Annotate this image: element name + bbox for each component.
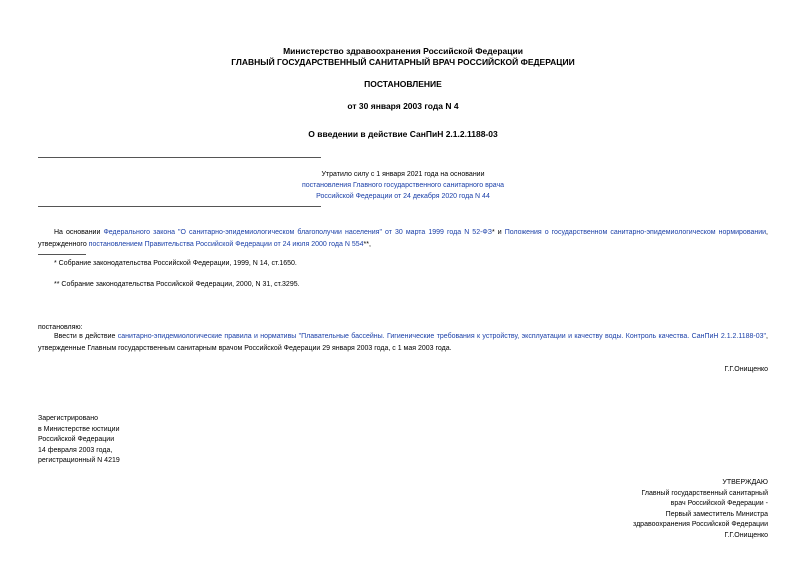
approval-line-5: здравоохранения Российской Федерации [633,521,768,528]
registration-line-1: Зарегистрировано [38,415,98,422]
document-title: О введении в действие СанПиН 2.1.2.1188-03 [308,129,498,139]
resolution-word: постановляю: [38,324,83,331]
footnote-separator [38,254,86,255]
paragraph-basis: На основании Федерального закона "О санитарно-эпидемиологическом благополучии населения" от 30 марта 1999 года N 52-ФЗ* и Положения о государственном санитарно-эпидемиологическом нормировании, утвержденного постановлением Правительства Российской Федерации от 24 июля 2000 года N 554**, [38,229,768,248]
repeal-notice-line: Утратило силу с 1 января 2021 года на основании [321,171,485,178]
federal-law-link[interactable]: Федерального закона "О санитарно-эпидемиологическом благополучии населения" от 30 марта 1999 года N 52-ФЗ [103,229,492,236]
approval-line-2: Главный государственный санитарный [641,490,768,497]
footnote-1: * Собрание законодательства Российской Федерации, 1999, N 14, ст.1650. [54,260,297,267]
registration-line-3: Российской Федерации [38,436,115,443]
ministry-name: Министерство здравоохранения Российской Федерации [283,46,523,56]
registration-line-2: в Министерстве юстиции [38,426,120,433]
divider-top [38,157,321,158]
approval-line-3: врач Российской Федерации - [670,500,768,507]
paragraph-enact: Ввести в действие санитарно-эпидемиологические правила и нормативы "Плавательные бассейны. Гигиенические требования к устройству, эксплуатации и качеству воды. Контроль качества. СанПиН 2.1.2.1188-03", утвержденные Главным государственным санитарным врачом Российской Федерации 29 января 2003 года, с 1 мая 2003 года. [38,333,768,352]
repeal-notice-link-1[interactable] [38,180,768,192]
sanpin-link[interactable]: санитарно-эпидемиологические правила и нормативы "Плавательные бассейны. Гигиенические требования к устройству, эксплуатации и качеству воды. Контроль качества. СанПиН 2.1.2.1188-03" [117,333,767,340]
approval-line-1: УТВЕРЖДАЮ [722,479,768,486]
chief-doctor-heading: ГЛАВНЫЙ ГОСУДАРСТВЕННЫЙ САНИТАРНЫЙ ВРАЧ РОССИЙСКОЙ ФЕДЕРАЦИИ [231,57,575,67]
regulation-link[interactable]: Положения о государственном санитарно-эпидемиологическом нормировании [504,229,767,236]
footnote-2: ** Собрание законодательства Российской Федерации, 2000, N 31, ст.3295. [54,281,300,288]
approval-signature: Г.Г.Онищенко [724,532,768,539]
signature: Г.Г.Онищенко [724,366,768,373]
divider-bottom [38,206,321,207]
registration-line-4: 14 февраля 2003 года, [38,447,113,454]
government-decree-link[interactable]: постановлением Правительства Российской Федерации от 24 июля 2000 года N 554 [88,240,364,248]
document-type: ПОСТАНОВЛЕНИЕ [364,79,442,89]
repeal-link-2[interactable]: Российской Федерации от 24 декабря 2020 года N 44 [316,193,490,200]
registration-line-5: регистрационный N 4219 [38,457,120,464]
repeal-link-1[interactable]: постановления Главного государственного санитарного врача [301,182,505,189]
repeal-notice-link-2[interactable] [38,191,768,203]
document-date: от 30 января 2003 года N 4 [347,101,459,111]
approval-line-4: Первый заместитель Министра [665,511,768,518]
